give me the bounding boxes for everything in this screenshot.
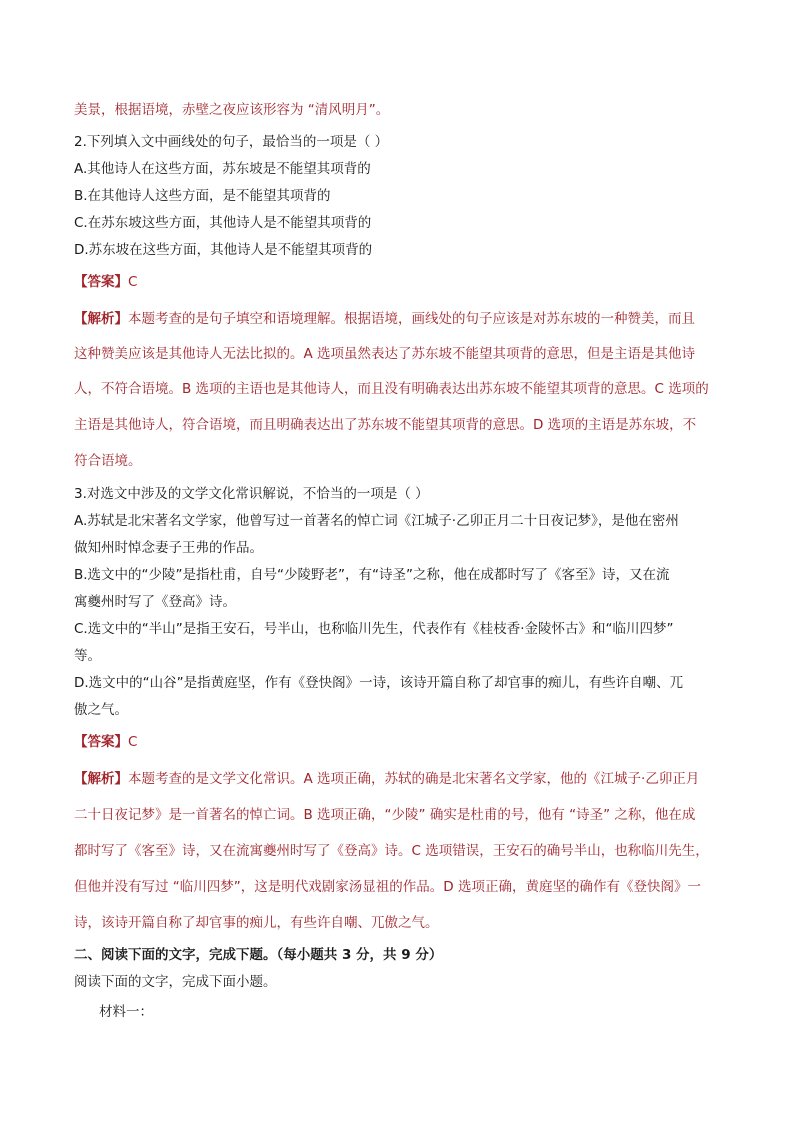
- question-3-option-c-line-1: C.选文中的“半山”是指王安石，号半山，也称临川先生，代表作有《桂枝香·金陵怀古》和“临川四梦”: [74, 621, 674, 637]
- material-one-label: 材料一：: [99, 1004, 153, 1020]
- question-3-option-b-line-2: 寓夔州时写了《登高》诗。: [74, 594, 236, 610]
- question-3-analysis-line-3: 都时写了《客至》诗，又在流寓夔州时写了《登高》诗。C 选项错误，王安石的确号半山，也称临川先生，: [74, 843, 709, 859]
- question-3-option-b-line-1: B.选文中的“少陵”是指杜甫，自号“少陵野老”，有“诗圣”之称，他在成都时写了《客至》诗，又在流: [74, 567, 670, 583]
- answer-tag: 【答案】: [74, 734, 128, 750]
- section-2-instruction: 阅读下面的文字，完成下面小题。: [74, 974, 277, 990]
- section-2-heading: 二、阅读下面的文字，完成下题。（每小题共 3 分，共 9 分）: [74, 947, 443, 963]
- question-2-option-b: B.在其他诗人这些方面，是不能望其项背的: [74, 188, 331, 204]
- question-3-analysis-line-5: 诗，该诗开篇自称了却官事的痴儿，有些许自嘲、兀傲之气。: [74, 915, 439, 931]
- previous-analysis-continuation: 美景，根据语境，赤壁之夜应该形容为 “清风明月”。: [74, 102, 390, 118]
- question-3-analysis-line-1: [74, 770, 699, 788]
- question-2-option-c: C.在苏东坡这些方面，其他诗人是不能望其项背的: [74, 215, 372, 231]
- question-3-analysis-line-2: 二十日夜记梦》是一首著名的悼亡词。B 选项正确，“少陵” 确实是杜甫的号，他有 “诗圣” 之称，他在成: [74, 807, 696, 823]
- question-3-analysis-line-4: 但他并没有写过 “临川四梦”，这是明代戏剧家汤显祖的作品。D 选项正确，黄庭坚的确作有《登快阁》一: [74, 879, 701, 895]
- question-2-answer: [74, 273, 137, 291]
- question-3-option-a-line-1: A.苏轼是北宋著名文学家，他曾写过一首著名的悼亡词《江城子·乙卯正月二十日夜记梦》，是他在密州: [74, 513, 679, 529]
- answer-value: C: [128, 274, 138, 290]
- answer-tag: 【答案】: [74, 274, 128, 290]
- question-2-analysis-line-5: 符合语境。: [74, 453, 142, 469]
- question-2-analysis-line-2: 这种赞美应该是其他诗人无法比拟的。A 选项虽然表达了苏东坡不能望其项背的意思，但是主语是其他诗: [74, 346, 696, 362]
- question-2-analysis-line-1: [74, 310, 695, 328]
- question-3-answer: [74, 733, 137, 751]
- question-2-option-d: D.苏东坡在这些方面，其他诗人是不能望其项背的: [74, 242, 373, 258]
- question-3-option-a-line-2: 做知州时悼念妻子王弗的作品。: [74, 540, 263, 556]
- question-2-stem: 2.下列填入文中画线处的句子，最恰当的一项是（ ）: [74, 134, 389, 150]
- question-2-analysis-line-3: 人，不符合语境。B 选项的主语也是其他诗人，而且没有明确表达出苏东坡不能望其项背的意思。C 选项的: [74, 381, 709, 397]
- question-2-analysis-line-4: 主语是其他诗人，符合语境，而且明确表达出了苏东坡不能望其项背的意思。D 选项的主语是苏东坡，不: [74, 417, 697, 433]
- analysis-text: 本题考查的是文学文化常识。A 选项正确，苏轼的确是北宋著名文学家，他的《江城子·乙卯正月: [128, 771, 700, 787]
- question-3-option-d-line-1: D.选文中的“山谷”是指黄庭坚，作有《登快阁》一诗，该诗开篇自称了却官事的痴儿，有些许自嘲、兀: [74, 675, 684, 691]
- analysis-tag: 【解析】: [74, 771, 128, 787]
- question-2-option-a: A.其他诗人在这些方面，苏东坡是不能望其项背的: [74, 161, 371, 177]
- analysis-text: 本题考查的是句子填空和语境理解。根据语境，画线处的句子应该是对苏东坡的一种赞美，而且: [128, 311, 695, 327]
- answer-value: C: [128, 734, 138, 750]
- question-3-stem: 3.对选文中涉及的文学文化常识解说，不恰当的一项是（ ）: [74, 486, 429, 502]
- question-3-option-d-line-2: 傲之气。: [74, 702, 128, 718]
- question-3-option-c-line-2: 等。: [74, 648, 101, 664]
- analysis-tag: 【解析】: [74, 311, 128, 327]
